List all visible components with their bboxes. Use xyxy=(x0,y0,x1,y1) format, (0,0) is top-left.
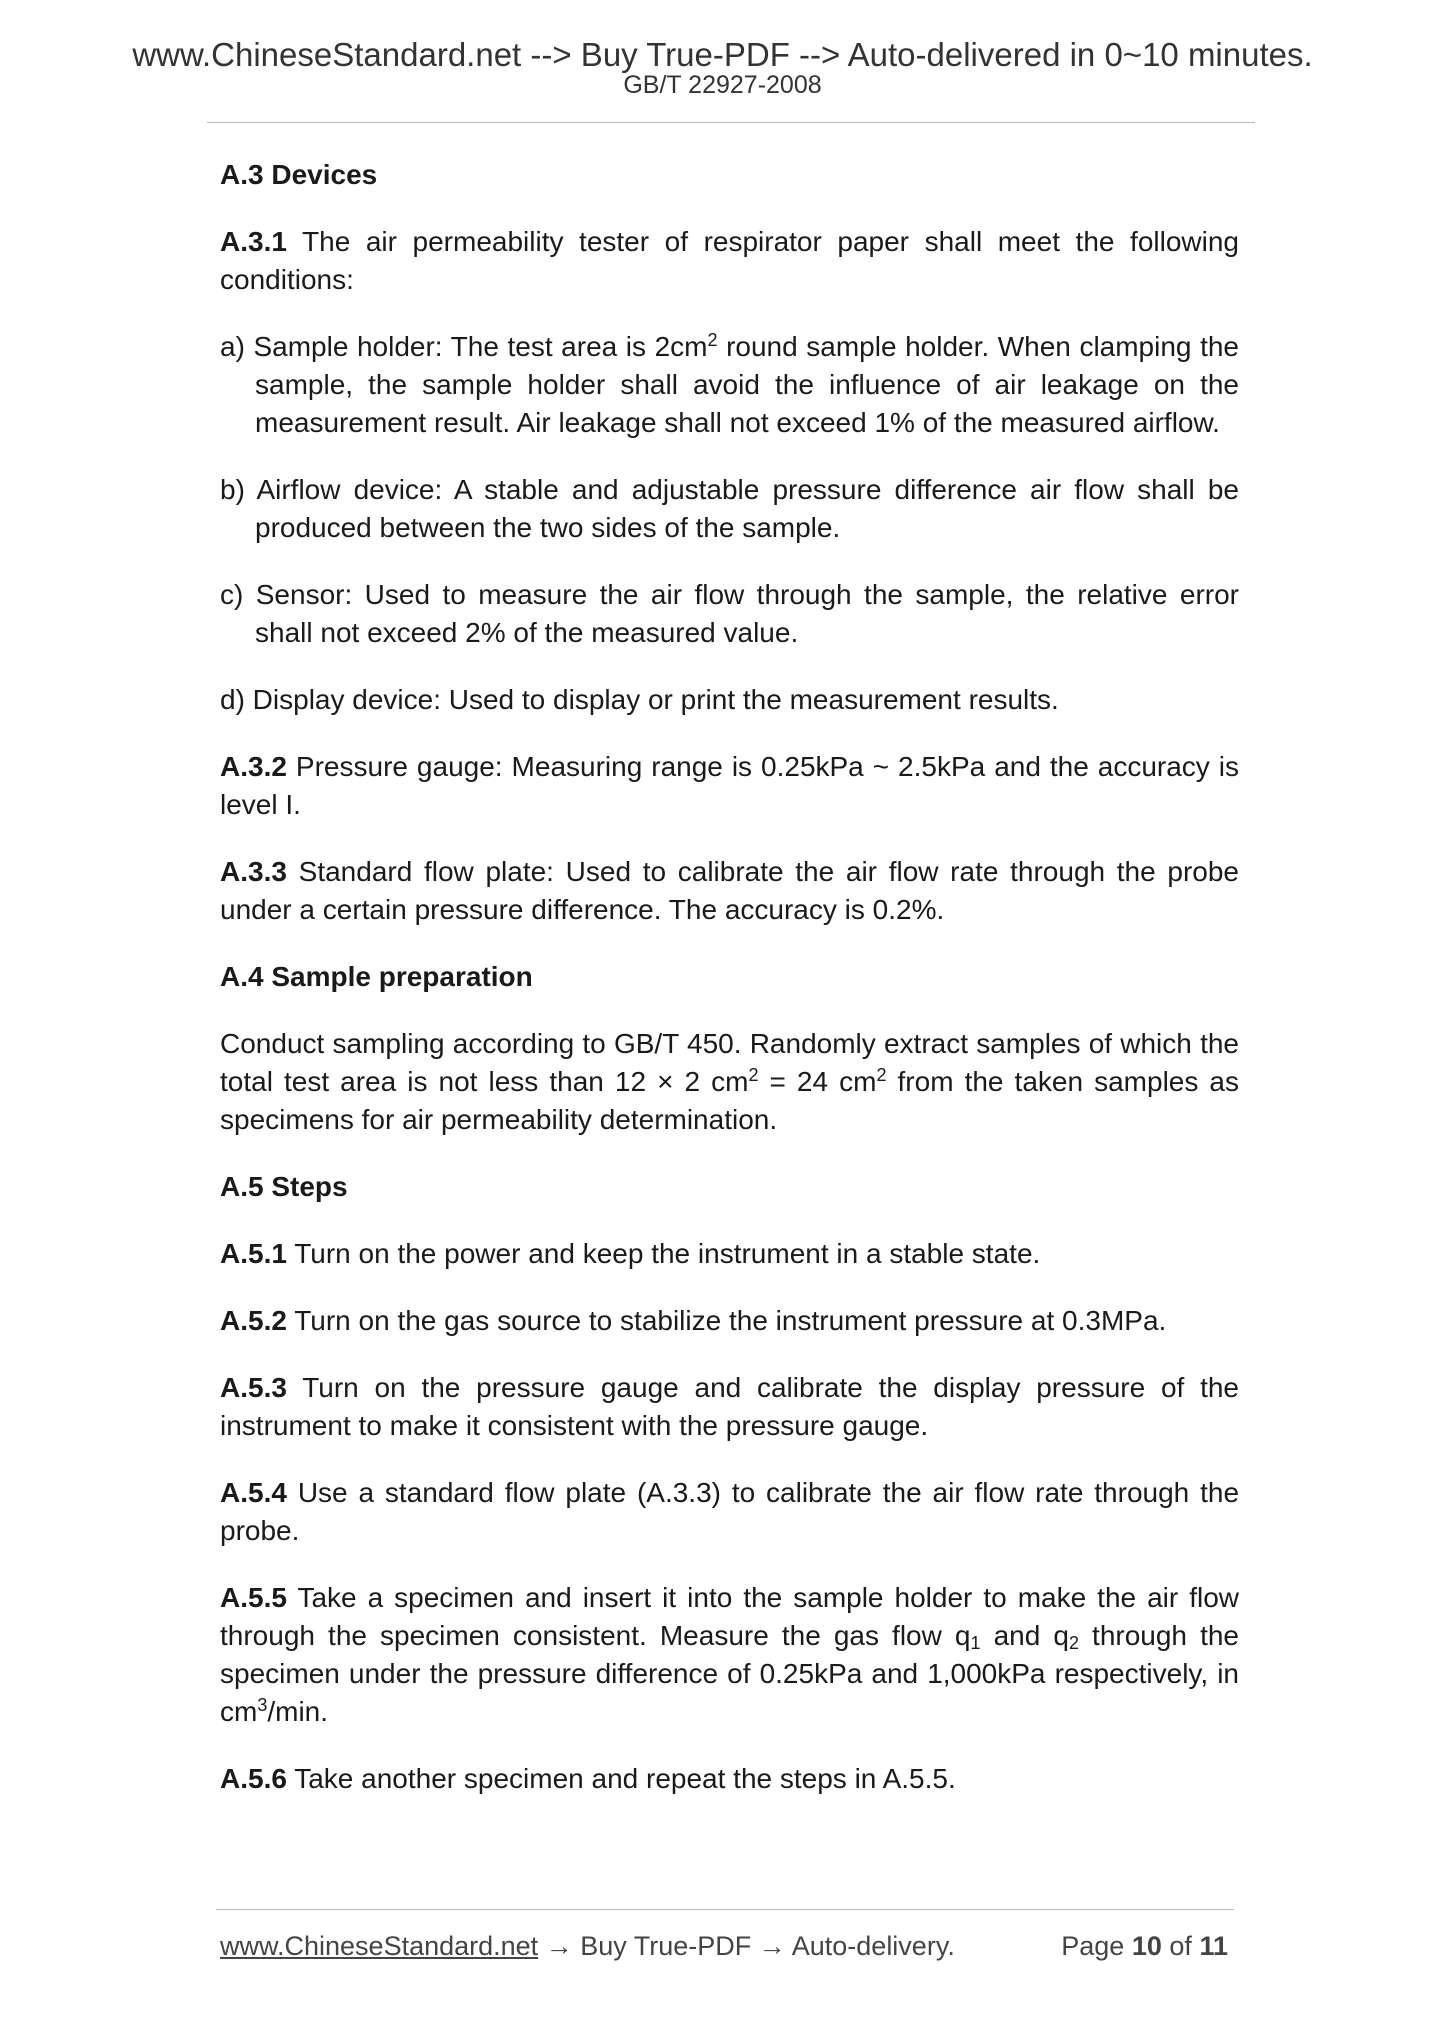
list-item-d: d) Display device: Used to display or print the measurement results. xyxy=(220,684,1059,715)
clause-a54: A.5.4 Use a standard flow plate (A.3.3) to calibrate the air flow rate through the probe. xyxy=(220,1477,1240,1546)
list-item-a: a) Sample holder: The test area is $2cm^2$ round sample holder. When clamping the sample, the sample holder shall avoid the influence of air leakage on the measurement result. Air leakage shall not exceed 1% of the measured airflow. xyxy=(220,330,1239,438)
clause-number: A.3.2 xyxy=(220,751,287,782)
clause-a53: A.5.3 Turn on the pressure gauge and calibrate the display pressure of the instrument to make it consistent with the pressure gauge. xyxy=(220,1372,1239,1441)
footer-divider xyxy=(216,1909,1234,1910)
page-indicator: Page 10 of 11 xyxy=(1061,1931,1228,1961)
list-item-b: b) Airflow device: A stable and adjustable pressure difference air flow shall be produced between the two sides of the sample. xyxy=(220,474,1239,543)
clause-a56: A.5.6 Take another specimen and repeat the steps in A.5.5. xyxy=(220,1763,956,1794)
page-number: 10 xyxy=(1131,1931,1162,1961)
footer-link[interactable]: www.ChineseStandard.net xyxy=(220,1931,539,1961)
list-item-c: c) Sensor: Used to measure the air flow through the sample, the relative error shall not exceed 2% of the measured value. xyxy=(220,579,1239,648)
clause-number: A.3.1 xyxy=(220,226,287,257)
clause-number: A.5.5 xyxy=(220,1582,287,1613)
page-total: 11 xyxy=(1199,1931,1228,1961)
clause-number: A.5.2 xyxy=(220,1305,287,1336)
heading-a4: A.4 Sample preparation xyxy=(220,961,533,992)
page-body xyxy=(220,156,1239,1827)
header-banner: www.ChineseStandard.net --> Buy True-PDF --> Auto-delivered in 0~10 minutes. xyxy=(132,36,1313,73)
clause-number: A.5.6 xyxy=(220,1763,287,1794)
sample-preparation-text: Conduct sampling according to GB/T 450. Randomly extract samples of which the total test area is not less than 12 × 2 $cm^2 = 24$ $cm^2$ from the taken samples as specimens for air permeability determination. xyxy=(220,1028,1239,1135)
clause-a31: A.3.1 The air permeability tester of respirator paper shall meet the following conditions: xyxy=(220,226,1239,295)
clause-a51: A.5.1 Turn on the power and keep the instrument in a stable state. xyxy=(220,1238,1041,1269)
header-divider xyxy=(207,122,1255,123)
clause-number: A.5.3 xyxy=(220,1372,287,1403)
clause-a55: A.5.5 Take a specimen and insert it into the sample holder to make the air flow through the specimen consistent. Measure the gas flow $q_1$ and $q_2$ through the specimen under the pressure difference of 0.25kPa and 1,000kPa respectively, in $cm^3/\min$. xyxy=(220,1582,1239,1727)
footer-left xyxy=(220,1930,955,1962)
clause-number: A.5.1 xyxy=(220,1238,287,1269)
clause-number: A.5.4 xyxy=(220,1477,287,1508)
clause-a32: A.3.2 Pressure gauge: Measuring range is 0.25kPa ~ 2.5kPa and the accuracy is level I. xyxy=(220,751,1240,820)
clause-number: A.3.3 xyxy=(220,856,287,887)
clause-a33: A.3.3 Standard flow plate: Used to calibrate the air flow rate through the probe under a certain pressure difference. The accuracy is 0.2%. xyxy=(220,856,1240,925)
document-id: GB/T 22927-2008 xyxy=(623,71,822,99)
footer-text: → Buy True-PDF → Auto-delivery. xyxy=(538,1931,955,1961)
heading-a3: A.3 Devices xyxy=(220,159,378,190)
clause-a52: A.5.2 Turn on the gas source to stabilize the instrument pressure at 0.3MPa. xyxy=(220,1305,1167,1336)
heading-a5: A.5 Steps xyxy=(220,1171,348,1202)
